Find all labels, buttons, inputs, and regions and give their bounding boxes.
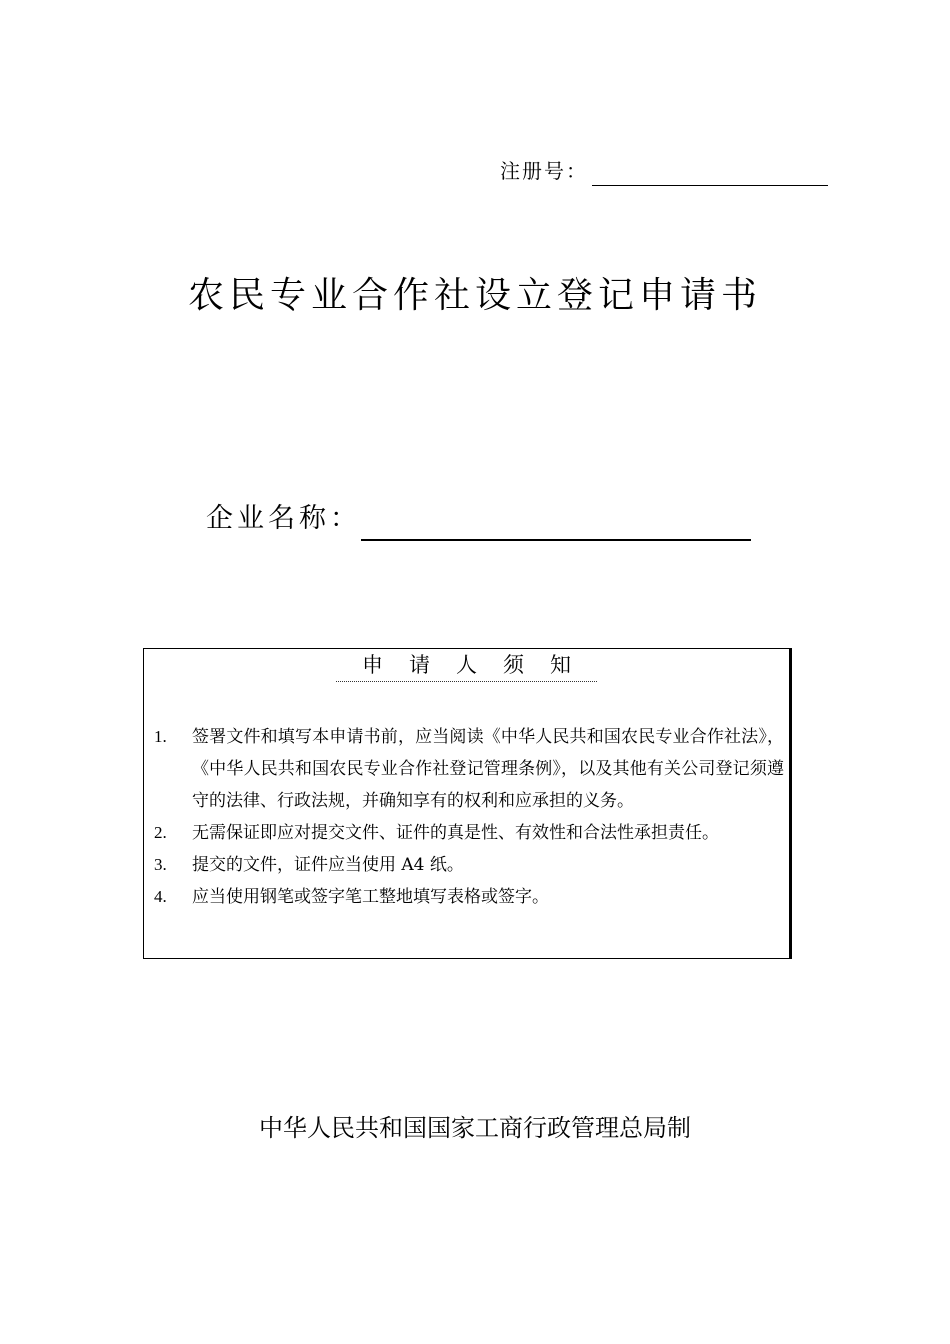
notice-heading: 申请人须知	[336, 651, 597, 682]
notice-item-text: 提交的文件，证件应当使用 A4 纸。	[192, 855, 464, 875]
notice-item	[154, 817, 784, 849]
enterprise-name-row	[206, 495, 751, 541]
applicant-notice-box	[143, 648, 790, 959]
registration-number-row	[500, 155, 828, 186]
registration-number-label: 注册号：	[500, 159, 588, 183]
notice-item	[154, 849, 784, 881]
notice-item	[154, 721, 784, 817]
notice-list	[154, 721, 784, 913]
notice-item-number: 2.	[154, 823, 167, 842]
notice-heading-wrap	[144, 649, 789, 682]
notice-item-text: 无需保证即应对提交文件、证件的真是性、有效性和合法性承担责任。	[192, 823, 719, 843]
notice-item-number: 4.	[154, 887, 167, 906]
registration-number-field[interactable]	[592, 155, 828, 186]
enterprise-name-field[interactable]	[361, 495, 751, 541]
enterprise-name-label: 企业名称：	[206, 503, 361, 534]
notice-item-number: 1.	[154, 727, 167, 746]
notice-item-number: 3.	[154, 855, 167, 874]
notice-item-text: 签署文件和填写本申请书前，应当阅读《中华人民共和国农民专业合作社法》，《中华人民共和国农民专业合作社登记管理条例》，以及其他有关公司登记须遵守的法律、行政法规，并确知享有的权利和应承担的义务。	[192, 727, 784, 811]
document-title: 农民专业合作社设立登记申请书	[187, 275, 762, 316]
notice-item	[154, 881, 784, 913]
issuing-authority: 中华人民共和国国家工商行政管理总局制	[259, 1114, 691, 1142]
notice-item-text: 应当使用钢笔或签字笔工整地填写表格或签字。	[192, 887, 549, 907]
